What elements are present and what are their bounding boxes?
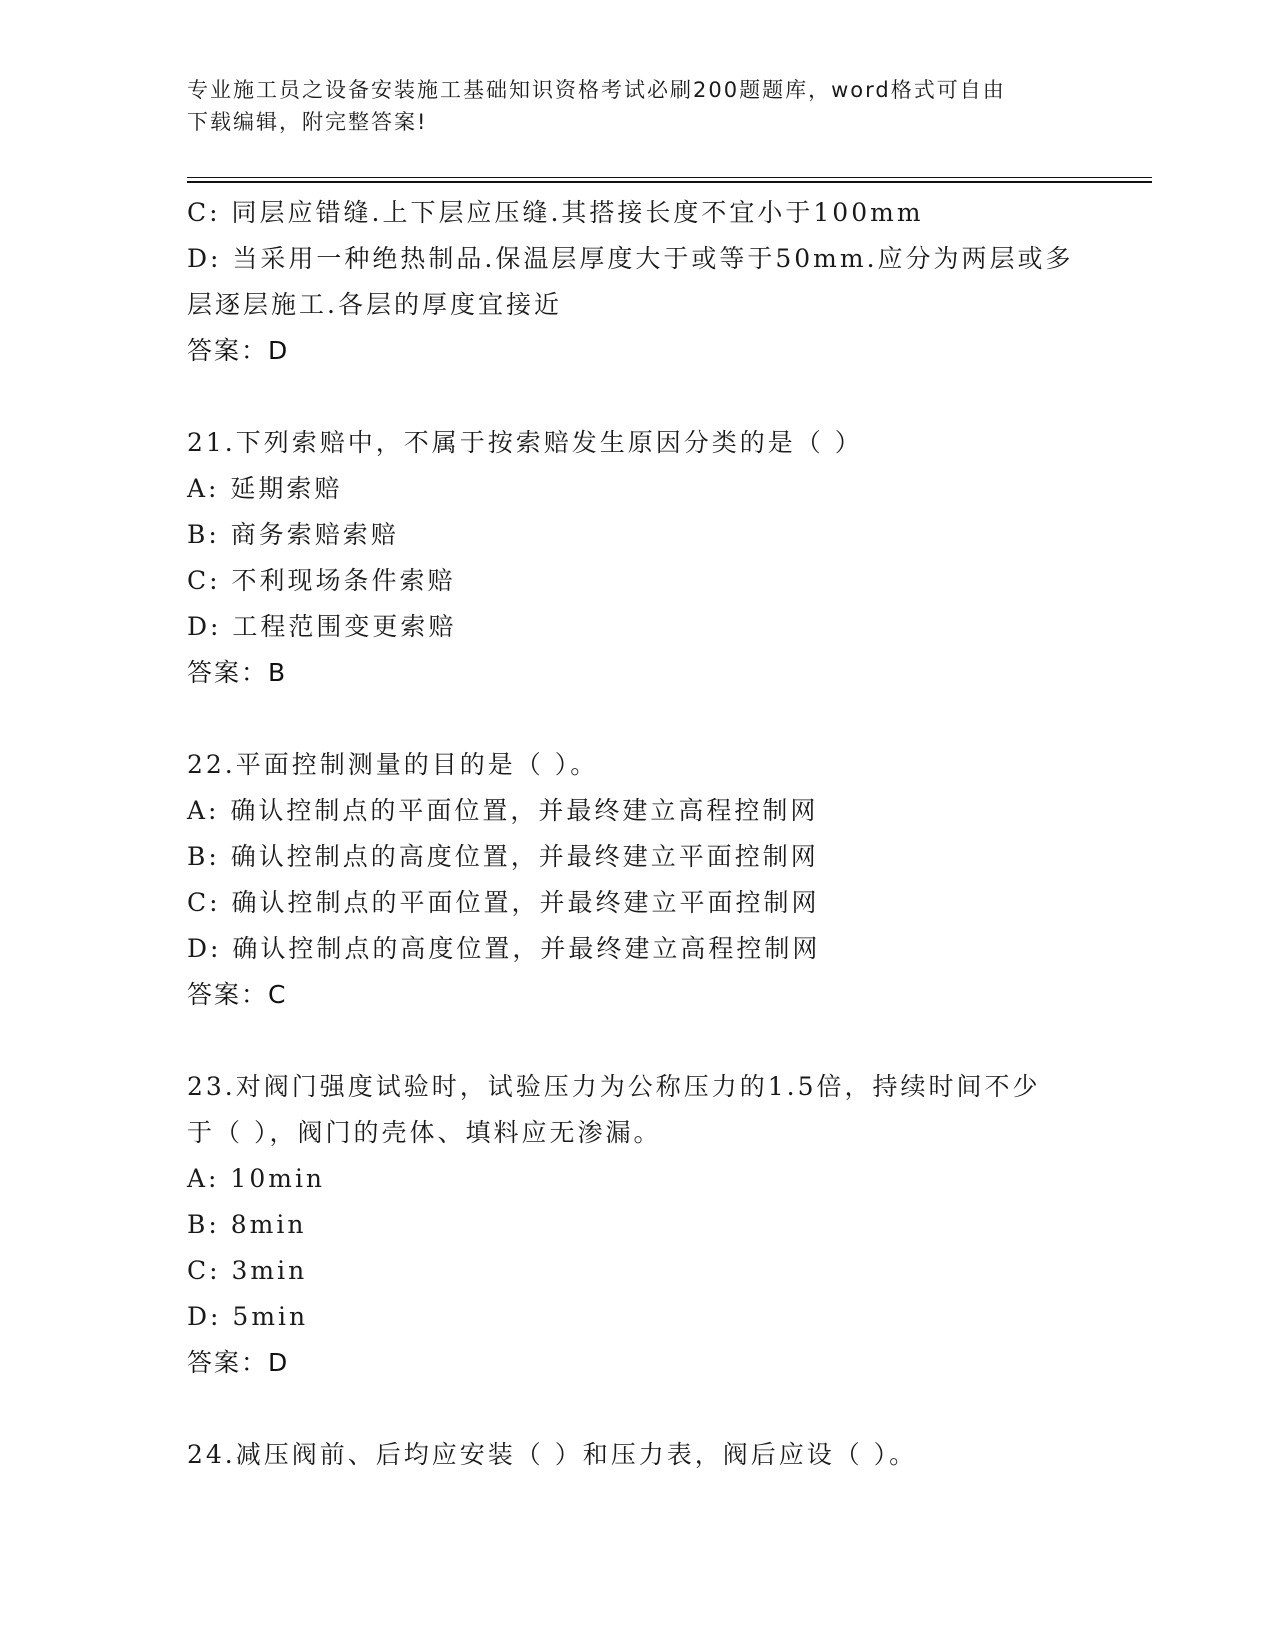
option-a: A: 确认控制点的平面位置，并最终建立高程控制网 xyxy=(187,796,819,825)
question-stem: 21.下列索赔中，不属于按索赔发生原因分类的是（ ） xyxy=(187,428,863,457)
question-content xyxy=(187,190,1087,1478)
spacer xyxy=(187,1018,1087,1064)
option-c: C: 同层应错缝.上下层应压缝.其搭接长度不宜小于100mm xyxy=(187,198,924,227)
option-d: D: 确认控制点的高度位置，并最终建立高程控制网 xyxy=(187,934,821,963)
option-a: A: 10min xyxy=(187,1164,326,1193)
question-22 xyxy=(187,742,1087,1018)
header-divider-thick xyxy=(187,181,1152,183)
option-b: B: 确认控制点的高度位置，并最终建立平面控制网 xyxy=(187,842,819,871)
option-c: C: 确认控制点的平面位置，并最终建立平面控制网 xyxy=(187,888,820,917)
answer: 答案：B xyxy=(187,658,288,687)
question-24 xyxy=(187,1432,1087,1478)
question-stem: 22.平面控制测量的目的是（ ）。 xyxy=(187,750,599,779)
option-b: B: 商务索赔索赔 xyxy=(187,520,399,549)
answer: 答案：C xyxy=(187,980,288,1009)
header-title-line-1: 专业施工员之设备安装施工基础知识资格考试必刷200题题库，word格式可自由 xyxy=(187,78,1006,102)
option-b: B: 8min xyxy=(187,1210,307,1239)
option-a: A: 延期索赔 xyxy=(187,474,343,503)
option-c: C: 3min xyxy=(187,1256,308,1285)
option-d: D: 工程范围变更索赔 xyxy=(187,612,457,641)
header-divider-thin xyxy=(187,177,1152,178)
question-21 xyxy=(187,420,1087,696)
question-20-fragment xyxy=(187,190,1087,374)
spacer xyxy=(187,696,1087,742)
option-d: D: 5min xyxy=(187,1302,309,1331)
option-d: D: 当采用一种绝热制品.保温层厚度大于或等于50mm.应分为两层或多 xyxy=(187,244,1074,273)
option-c: C: 不利现场条件索赔 xyxy=(187,566,456,595)
document-header xyxy=(187,74,1087,138)
spacer xyxy=(187,1386,1087,1432)
header-title-line-2: 下载编辑，附完整答案! xyxy=(187,110,428,134)
question-stem-continued: 于（ ），阀门的壳体、填料应无渗漏。 xyxy=(187,1118,662,1147)
question-stem: 24.减压阀前、后均应安装（ ）和压力表，阀后应设（ ）。 xyxy=(187,1440,918,1469)
question-23 xyxy=(187,1064,1087,1386)
answer: 答案：D xyxy=(187,1348,290,1377)
option-d-continued: 层逐层施工.各层的厚度宜接近 xyxy=(187,290,562,319)
question-stem: 23.对阀门强度试验时，试验压力为公称压力的1.5倍，持续时间不少 xyxy=(187,1072,1041,1101)
answer: 答案：D xyxy=(187,336,290,365)
spacer xyxy=(187,374,1087,420)
